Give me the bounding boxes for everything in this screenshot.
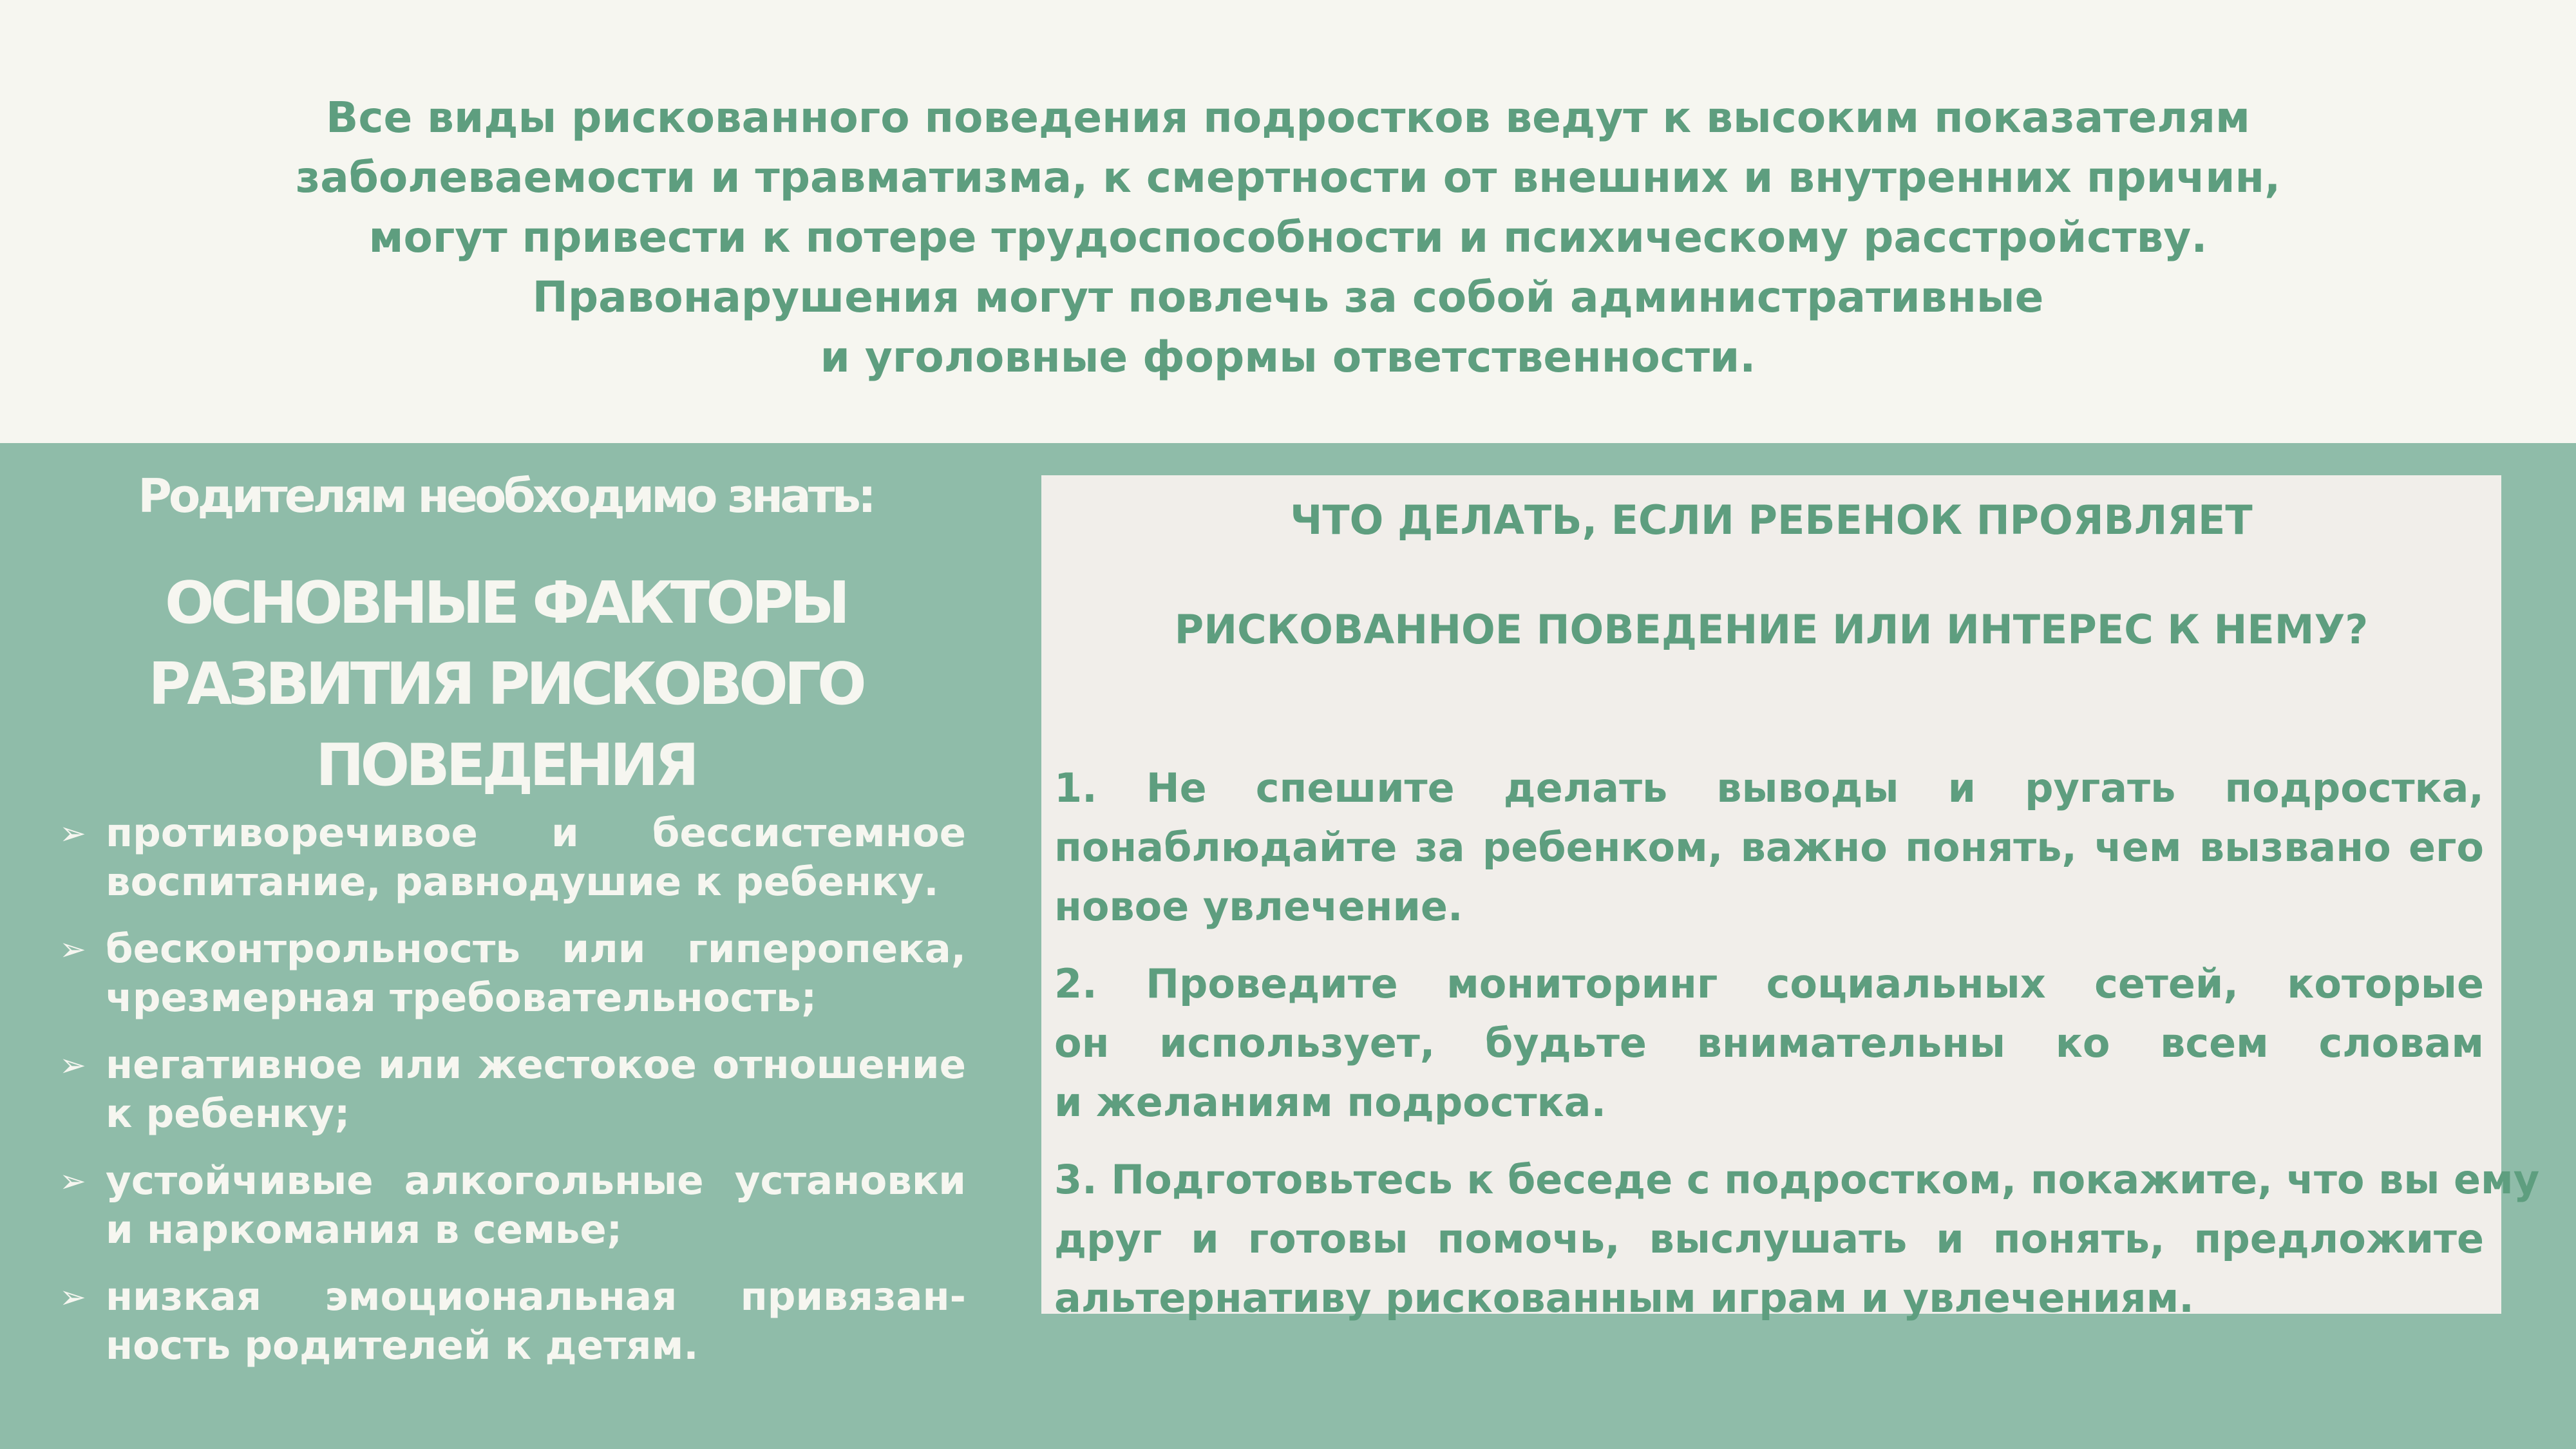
advice-step-text: и желаниям подростка.: [1054, 1079, 1607, 1126]
risk-factors-column: [0, 443, 1011, 1449]
factor-text: чрезмерная требовательность;: [106, 975, 817, 1021]
factor-text: бесконтрольность или гиперопека,: [106, 926, 966, 972]
factors-heading-line: ПОВЕДЕНИЯ: [316, 732, 696, 799]
advice-step-text: 2. Проведите мониторинг социальных сетей, которые: [1054, 960, 2484, 1007]
intro-section: [0, 0, 2576, 443]
factors-heading: [0, 563, 1011, 806]
advice-step-text: понаблюдайте за ребенком, важно понять, чем вызвано его: [1054, 824, 2484, 871]
factors-heading-line: РАЗВИТИЯ РИСКОВОГО: [148, 650, 863, 718]
factor-text: воспитание, равнодушие к ребенку.: [106, 859, 939, 905]
arrow-bullet-icon: ➢: [59, 1162, 86, 1200]
list-item: [54, 925, 966, 1023]
advice-step-text: он использует, будьте внимательны ко всем словам: [1054, 1019, 2484, 1066]
parents-heading: Родителям необходимо знать:: [138, 469, 873, 523]
intro-text: [129, 88, 2447, 387]
advice-steps: [1054, 759, 2540, 1346]
factor-text: низкая эмоциональная привязан-: [106, 1274, 966, 1320]
advice-step: [1054, 954, 2484, 1132]
main-section: [0, 443, 2576, 1449]
intro-line: Правонарушения могут повлечь за собой административные: [532, 272, 2044, 322]
factor-text: негативное или жестокое отношение: [106, 1042, 966, 1088]
advice-step-text: друг и готовы помочь, выслушать и понять, предложите: [1054, 1215, 2484, 1262]
factor-text: и наркомания в семье;: [106, 1207, 623, 1253]
arrow-bullet-icon: ➢: [59, 1046, 86, 1084]
advice-title-line-1: ЧТО ДЕЛАТЬ, ЕСЛИ РЕБЕНОК ПРОЯВЛЯЕТ: [1290, 497, 2253, 544]
advice-step-text: альтернативу рискованным играм и увлечениям.: [1054, 1274, 2194, 1321]
intro-line: могут привести к потере трудоспособности и психическому расстройству.: [368, 213, 2208, 262]
intro-line: Все виды рискованного поведения подростков ведут к высоким показателям: [326, 93, 2250, 142]
factor-text: устойчивые алкогольные установки: [106, 1158, 966, 1204]
intro-line: и уголовные формы ответственности.: [820, 332, 1756, 382]
list-item: [54, 1041, 966, 1139]
advice-step-text: 3. Подготовьтесь к беседе с подростком, покажите, что вы ему: [1054, 1156, 2540, 1203]
factor-text: к ребенку;: [106, 1091, 350, 1137]
arrow-bullet-icon: ➢: [59, 815, 86, 852]
list-item: [54, 809, 966, 907]
advice-step: [1054, 1150, 2540, 1328]
factor-text: ность родителей к детям.: [106, 1323, 699, 1368]
arrow-bullet-icon: ➢: [59, 931, 86, 968]
list-item: [54, 1157, 966, 1255]
advice-step-text: новое увлечение.: [1054, 883, 1463, 930]
factors-heading-line: ОСНОВНЫЕ ФАКТОРЫ: [165, 569, 846, 637]
arrow-bullet-icon: ➢: [59, 1278, 86, 1316]
advice-panel: [1041, 475, 2540, 1321]
advice-title-line-2: РИСКОВАННОЕ ПОВЕДЕНИЕ ИЛИ ИНТЕРЕС К НЕМУ?: [1174, 606, 2369, 653]
list-item: [54, 1273, 966, 1370]
factor-list: [54, 809, 966, 1388]
advice-step: [1054, 759, 2484, 936]
factor-text: противоречивое и бессистемное: [106, 810, 966, 856]
advice-step-text: 1. Не спешите делать выводы и ругать подростка,: [1054, 764, 2484, 811]
intro-line: заболеваемости и травматизма, к смертности от внешних и внутренних причин,: [295, 153, 2281, 202]
